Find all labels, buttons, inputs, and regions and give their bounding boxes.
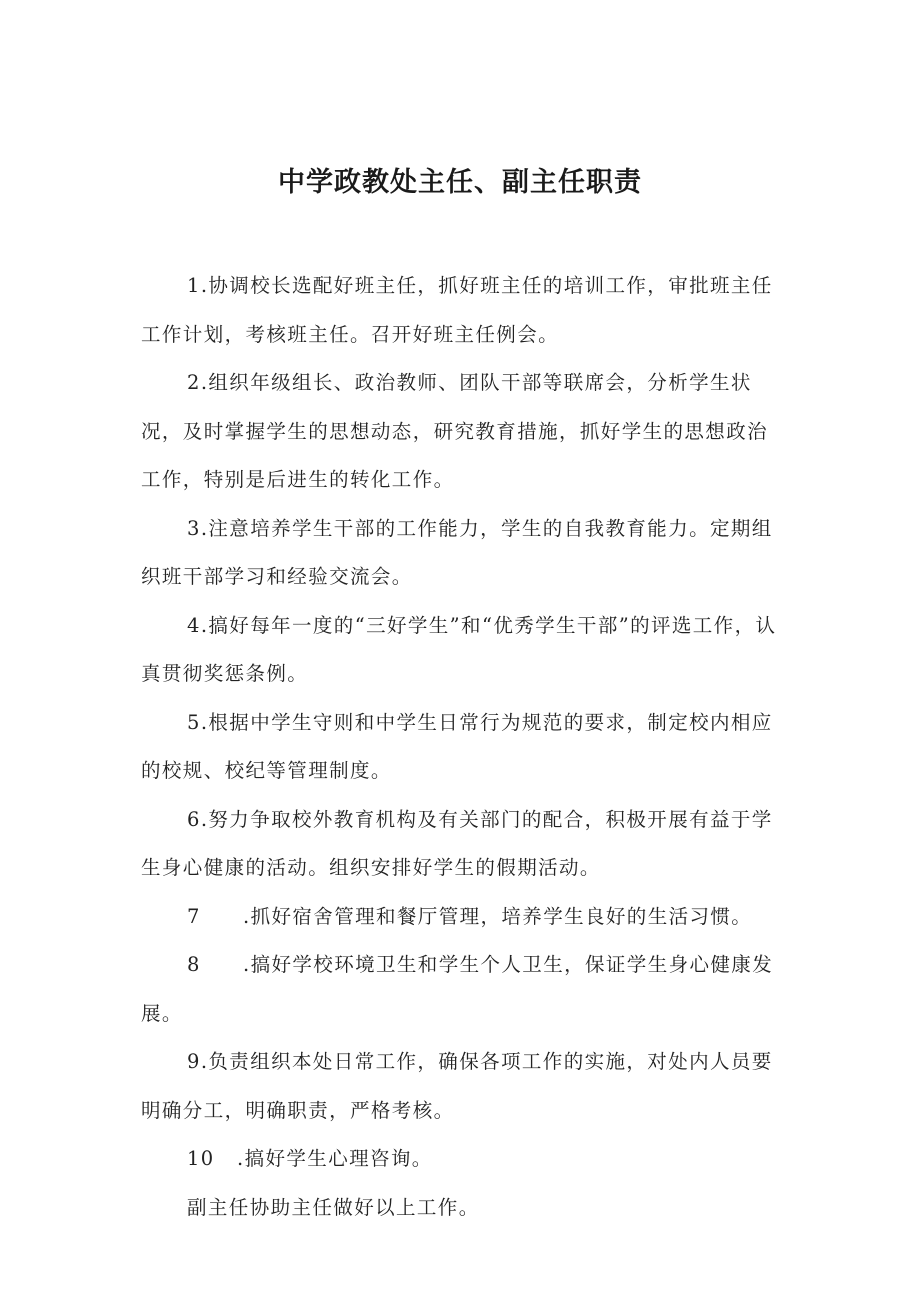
item-text: .组织年级组长、政治教师、团队干部等联席会，分析学生状况，及时掌握学生的思想动态，研究教育措施，抓好学生的思想政治工作，特别是后进生的转化工作。 xyxy=(141,371,769,491)
item-text: .抓好宿舍管理和餐厅管理，培养学生良好的生活习惯。 xyxy=(243,904,753,928)
duty-item-9 xyxy=(141,1038,786,1135)
duty-item-5 xyxy=(141,699,786,796)
item-text: .努力争取校外教育机构及有关部门的配合，积极开展有益于学生身心健康的活动。组织安排好学生的假期活动。 xyxy=(141,807,773,879)
item-text: .搞好每年一度的“三好学生”和“优秀学生干部”的评选工作，认真贯彻奖惩条例。 xyxy=(141,613,777,685)
duty-item-8 xyxy=(141,941,786,1038)
duty-item-3 xyxy=(141,505,786,602)
item-text: .负责组织本处日常工作，确保各项工作的实施，对处内人员要明确分工，明确职责，严格考核。 xyxy=(141,1050,773,1122)
item-number: 7 xyxy=(187,904,201,928)
item-number: 8 xyxy=(187,953,201,976)
item-text: .协调校长选配好班主任，抓好班主任的培训工作，审批班主任工作计划，考核班主任。召开好班主任例会。 xyxy=(141,274,773,346)
duty-item-10 xyxy=(141,1135,786,1184)
item-number: 1 xyxy=(187,274,201,297)
duty-item-2 xyxy=(141,359,786,505)
item-number: 2 xyxy=(187,371,201,394)
item-number: 6 xyxy=(187,807,201,831)
duty-item-1 xyxy=(141,262,786,359)
document-body xyxy=(141,262,786,1232)
item-text: .注意培养学生干部的工作能力，学生的自我教育能力。定期组织班干部学习和经验交流会。 xyxy=(141,516,773,588)
duty-item-7 xyxy=(141,893,786,942)
item-number: 4 xyxy=(187,613,201,637)
item-text: .根据中学生守则和中学生日常行为规范的要求，制定校内相应的校规、校纪等管理制度。 xyxy=(141,710,773,782)
duty-item-6 xyxy=(141,796,786,893)
item-text: .搞好学校环境卫生和学生个人卫生，保证学生身心健康发展。 xyxy=(141,953,774,1025)
item-number: 5 xyxy=(187,710,201,734)
item-text: .搞好学生心理咨询。 xyxy=(237,1147,433,1170)
closing-paragraph: 副主任协助主任做好以上工作。 xyxy=(187,1195,480,1219)
document-title: 中学政教处主任、副主任职责 xyxy=(278,167,642,198)
item-number: 3 xyxy=(187,516,201,540)
duty-item-4 xyxy=(141,602,786,699)
item-number: 9 xyxy=(187,1050,201,1073)
item-number: 10 xyxy=(187,1147,215,1170)
